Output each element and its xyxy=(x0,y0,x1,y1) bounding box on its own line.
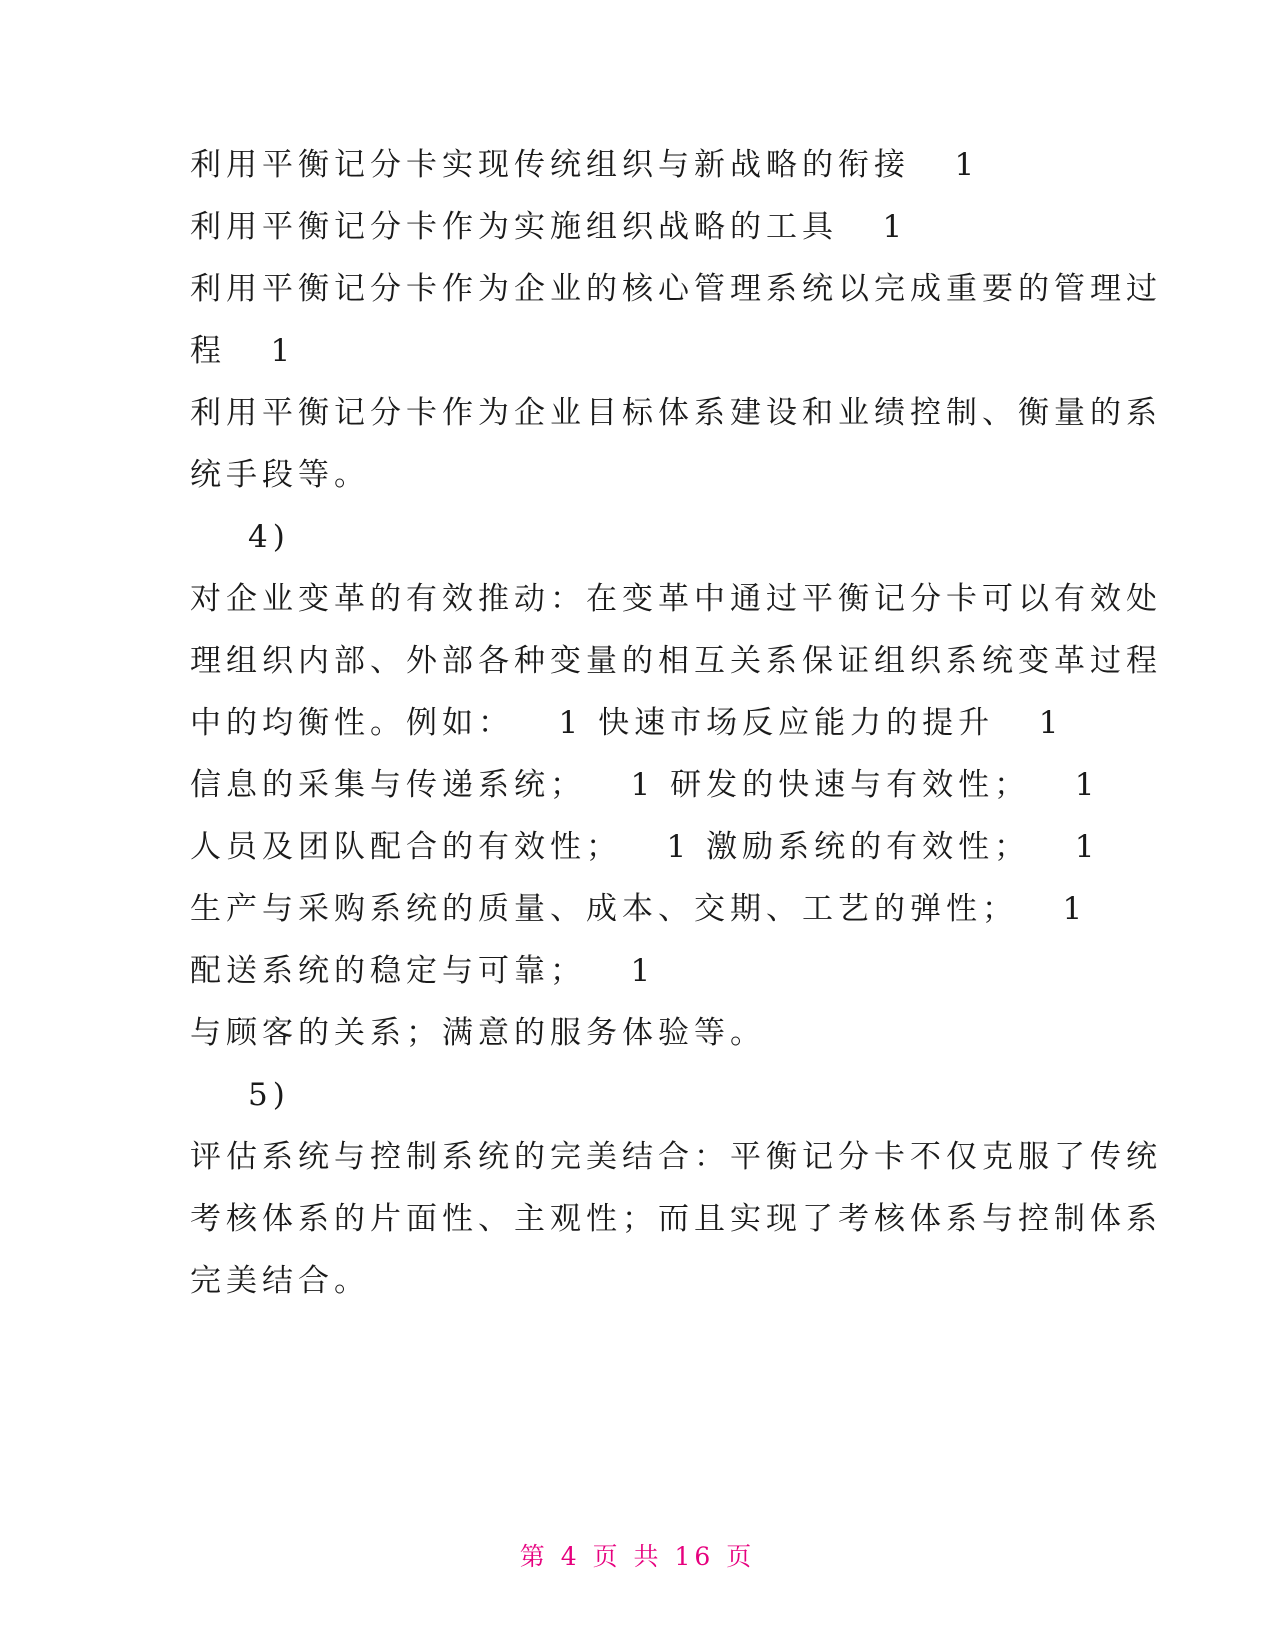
text-line: 生产与采购系统的质量、成本、交期、工艺的弹性； 1 xyxy=(190,891,1088,927)
text-line: 利用平衡记分卡作为企业目标体系建设和业绩控制、衡量的系 xyxy=(190,395,1162,431)
text-line: 利用平衡记分卡实现传统组织与新战略的衔接 1 xyxy=(190,147,980,183)
text-line: 完美结合。 xyxy=(190,1263,370,1299)
text-line: 考核体系的片面性、主观性；而且实现了考核体系与控制体系 xyxy=(190,1201,1162,1237)
text-line: 评估系统与控制系统的完美结合：平衡记分卡不仅克服了传统 xyxy=(190,1139,1162,1175)
page-number-footer: 第 4 页 共 16 页 xyxy=(519,1542,756,1571)
text-line: 中的均衡性。例如： 1 快速市场反应能力的提升 1 xyxy=(190,705,1064,741)
section-number: 4) xyxy=(248,519,290,555)
text-line: 利用平衡记分卡作为实施组织战略的工具 1 xyxy=(190,209,908,245)
text-line: 信息的采集与传递系统； 1 研发的快速与有效性； 1 xyxy=(190,767,1100,803)
text-line: 理组织内部、外部各种变量的相互关系保证组织系统变革过程 xyxy=(190,643,1162,679)
text-line: 对企业变革的有效推动：在变革中通过平衡记分卡可以有效处 xyxy=(190,581,1162,617)
text-line: 程 1 xyxy=(190,333,296,369)
text-line: 配送系统的稳定与可靠； 1 xyxy=(190,953,656,989)
section-number: 5) xyxy=(248,1077,290,1113)
text-line: 统手段等。 xyxy=(190,457,370,493)
text-line: 人员及团队配合的有效性； 1 激励系统的有效性； 1 xyxy=(190,829,1100,865)
text-line: 利用平衡记分卡作为企业的核心管理系统以完成重要的管理过 xyxy=(190,271,1162,307)
text-line: 与顾客的关系；满意的服务体验等。 xyxy=(190,1015,766,1051)
